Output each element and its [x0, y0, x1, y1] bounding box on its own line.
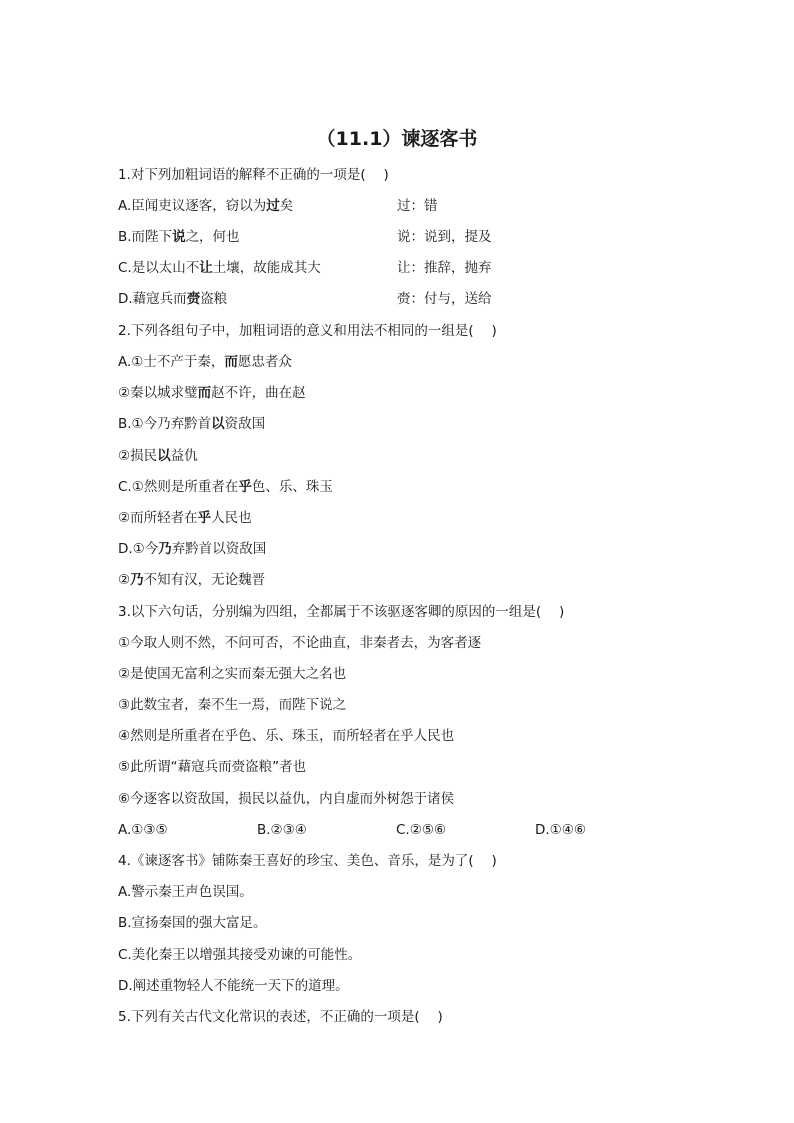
question-1-option-b-explanation: 说：说到，提及 — [397, 229, 492, 245]
question-4-option-b: B.宣扬秦国的强大富足。 — [118, 915, 267, 931]
question-2-line: ②而所轻者在乎人民也 — [118, 510, 252, 526]
question-4-stem: 4.《谏逐客书》铺陈秦王喜好的珍宝、美色、音乐，是为了( ) — [118, 853, 497, 869]
question-3-sentence: ③此数宝者，秦不生一焉，而陛下说之 — [118, 697, 347, 713]
question-1-stem: 1.对下列加粗词语的解释不正确的一项是( ) — [118, 167, 389, 183]
question-2-line: D.①今乃弃黔首以资敌国 — [118, 541, 267, 557]
question-3-sentence: ②是使国无富利之实而秦无强大之名也 — [118, 666, 347, 682]
question-2-line: ②乃不知有汉，无论魏晋 — [118, 572, 266, 588]
question-1-option-c: C.是以太山不让土壤，故能成其大 — [118, 260, 321, 276]
question-3-choice-a: A.①③⑤ — [118, 822, 168, 838]
question-1-option-c-explanation: 让：推辞，抛弃 — [397, 260, 492, 276]
question-1-option-a: A.臣闻吏议逐客，窃以为过矣 — [118, 198, 294, 214]
question-2-line: ②损民以益仇 — [118, 448, 198, 464]
question-3-choice-b: B.②③④ — [257, 822, 307, 838]
question-2-line: B.①今乃弃黔首以资敌国 — [118, 416, 266, 432]
question-5-stem: 5.下列有关古代文化常识的表述，不正确的一项是( ) — [118, 1009, 443, 1025]
question-4-option-a: A.警示秦王声色误国。 — [118, 884, 253, 900]
question-1-option-d: D.藉寇兵而赍盗粮 — [118, 291, 228, 307]
question-2-line: ②秦以城求璧而赵不许，曲在赵 — [118, 385, 306, 401]
question-1-option-d-explanation: 赍：付与，送给 — [397, 291, 492, 307]
page-title: （11.1）谏逐客书 — [316, 128, 478, 150]
question-4-option-d: D.阐述重物轻人不能统一天下的道理。 — [118, 978, 349, 994]
question-3-sentence: ⑥今逐客以资敌国，损民以益仇，内自虚而外树怨于诸侯 — [118, 791, 455, 807]
question-2-line: C.①然则是所重者在乎色、乐、珠玉 — [118, 479, 333, 495]
question-4-option-c: C.美化秦王以增强其接受劝谏的可能性。 — [118, 947, 362, 963]
question-3-sentence: ⑤此所谓“藉寇兵而赍盗粮”者也 — [118, 759, 307, 775]
question-3-choice-c: C.②⑤⑥ — [396, 822, 447, 838]
question-3-sentence: ④然则是所重者在乎色、乐、珠玉，而所轻者在乎人民也 — [118, 728, 455, 744]
question-3-sentence: ①今取人则不然，不问可否，不论曲直，非秦者去，为客者逐 — [118, 635, 482, 651]
question-2-stem: 2.下列各组句子中，加粗词语的意义和用法不相同的一组是( ) — [118, 323, 497, 339]
question-3-choice-d: D.①④⑥ — [535, 822, 586, 838]
question-1-option-b: B.而陛下说之，何也 — [118, 229, 240, 245]
question-2-line: A.①士不产于秦，而愿忠者众 — [118, 354, 292, 370]
question-1-option-a-explanation: 过：错 — [397, 198, 438, 214]
question-3-stem: 3.以下六句话，分别编为四组，全都属于不该驱逐客卿的原因的一组是( ) — [118, 604, 565, 620]
